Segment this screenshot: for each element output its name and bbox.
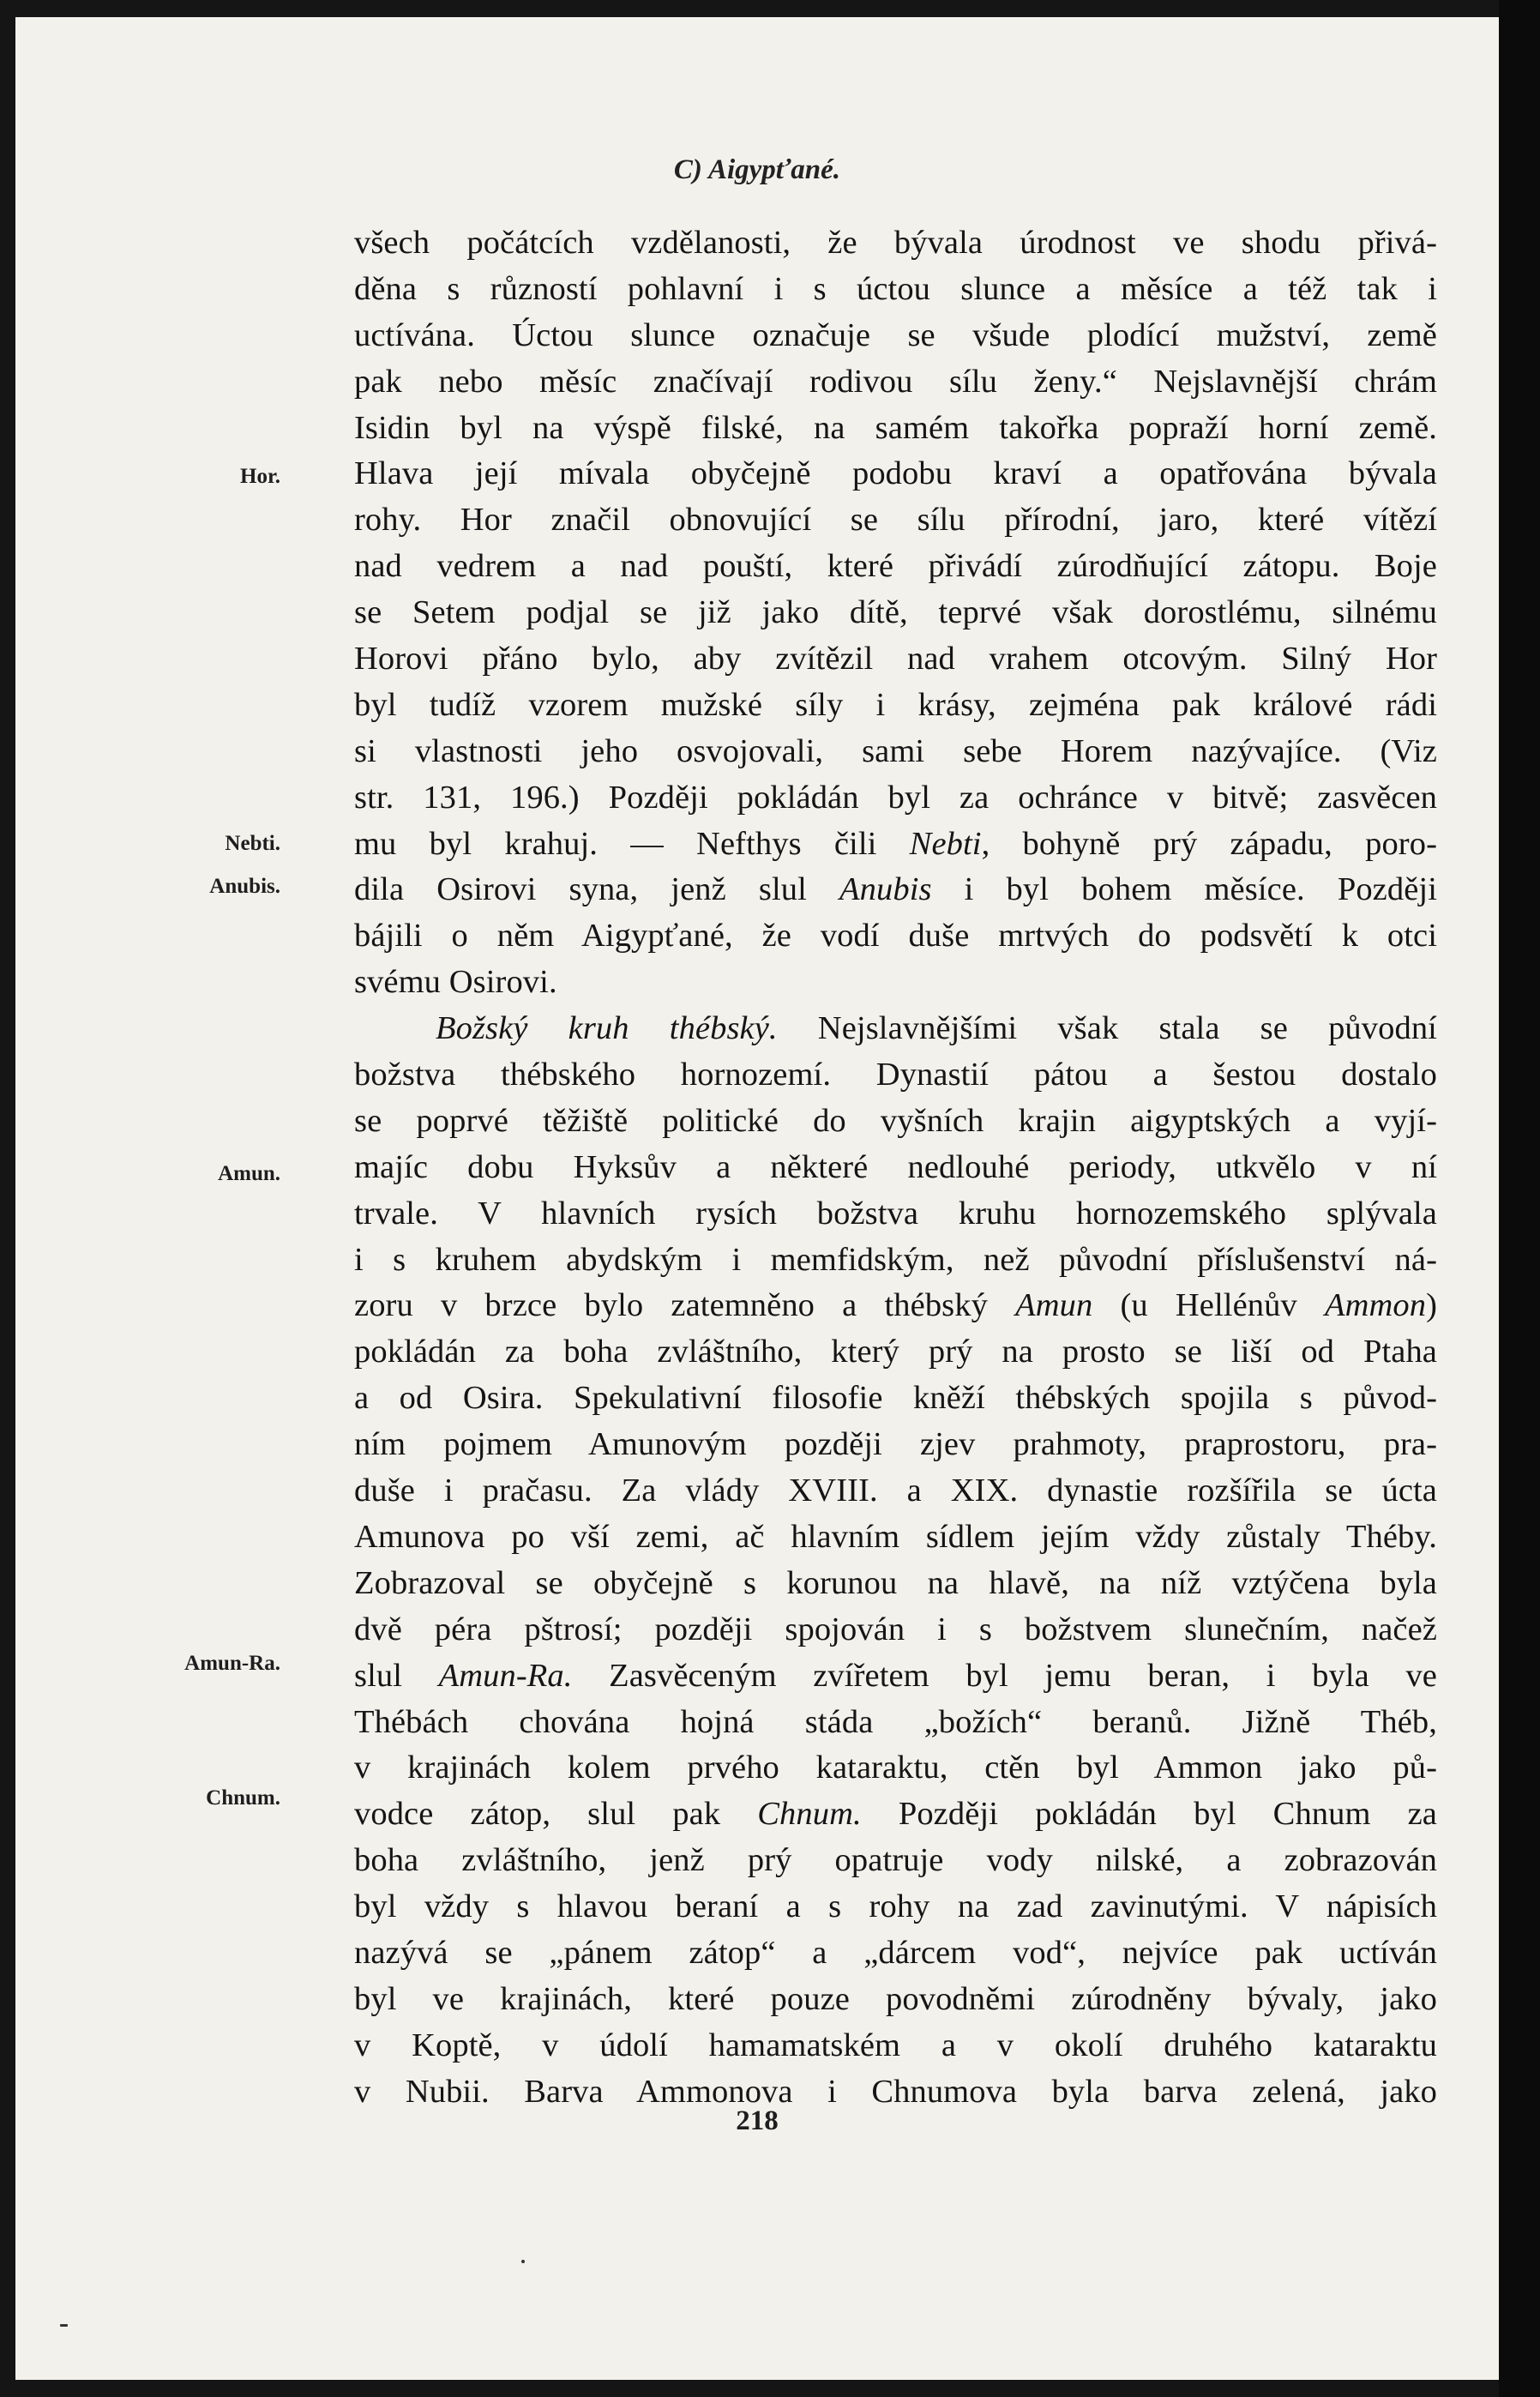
text-line: mu byl krahuj. — Nefthys čili Nebti, bohyně prý západu, poro-	[354, 825, 1437, 862]
text-line: si vlastnosti jeho osvojovali, sami sebe Horem nazývajíce. (Viz	[354, 732, 1437, 769]
scan-speck	[60, 2324, 68, 2327]
text-line: majíc dobu Hyksův a některé nedlouhé periody, utkvělo v ní	[354, 1148, 1437, 1185]
text-line: všech počátcích vzdělanosti, že bývala úrodnost ve shodu přivá-	[354, 225, 1437, 261]
text-line: nazývá se „pánem zátop“ a „dárcem vod“, nejvíce pak uctíván	[354, 1934, 1437, 1971]
text-line: ním pojmem Amunovým později zjev prahmoty, praprostoru, pra-	[354, 1426, 1437, 1463]
text-line: nad vedrem a nad pouští, které přivádí zúrodňující zátopu. Boje	[354, 548, 1437, 585]
margin-note-amun: Amun.	[218, 1162, 280, 1185]
text-line: zoru v brzce bylo zatemněno a thébský Amun (u Hellénův Ammon)	[354, 1287, 1437, 1324]
text-line: boha zvláštního, jenž prý opatruje vody nilské, a zobrazován	[354, 1842, 1437, 1879]
text-line: slul Amun-Ra. Zasvěceným zvířetem byl jemu beran, i byla ve	[354, 1657, 1437, 1694]
scan-speck	[521, 2260, 525, 2263]
text-line: byl vždy s hlavou beraní a s rohy na zad zavinutými. V nápisích	[354, 1888, 1437, 1925]
section-heading-line: Božský kruh thébský. Nejslavnějšími však stala se původní	[436, 1010, 1437, 1047]
italic-term: Nebti	[909, 825, 982, 862]
text-line: pak nebo měsíc značívají rodivou sílu ženy.“ Nejslavnější chrám	[354, 363, 1437, 400]
text-line: str. 131, 196.) Později pokládán byl za ochránce v bitvě; zasvěcen	[354, 779, 1437, 816]
body-text	[354, 220, 1437, 2116]
text-line: božstva thébského hornozemí. Dynastií pátou a šestou dostalo	[354, 1057, 1437, 1093]
text-line: vodce zátop, slul pak Chnum. Později pokládán byl Chnum za	[354, 1796, 1437, 1833]
text-line: dvě péra pštrosí; později spojován i s božstvem slunečním, načež	[354, 1611, 1437, 1647]
text-line: Hlava její mívala obyčejně podobu kraví a opatřována bývala	[354, 455, 1437, 492]
text-line: Horovi přáno bylo, aby zvítězil nad vrahem otcovým. Silný Hor	[354, 641, 1437, 678]
text-line: Thébách chována hojná stáda „božích“ beranů. Jižně Théb,	[354, 1703, 1437, 1740]
text-line: v Nubii. Barva Ammonova i Chnumova byla barva zelená, jako	[354, 2073, 1437, 2110]
text-line: bájili o něm Aigypťané, že vodí duše mrtvých do podsvětí k otci	[354, 918, 1437, 955]
text-line: se poprvé těžiště politické do vyšních krajin aigyptských a vyjí-	[354, 1102, 1437, 1139]
book-page	[15, 17, 1499, 2380]
scan-border	[1499, 0, 1540, 2397]
text-line: byl ve krajinách, které pouze povodněmi zúrodněny bývaly, jako	[354, 1980, 1437, 2017]
text-line: svému Osirovi.	[354, 964, 557, 1001]
text-line: v Koptě, v údolí hamamatském a v okolí druhého kataraktu	[354, 2027, 1437, 2063]
text-line: duše i pračasu. Za vlády XVIII. a XIX. dynastie rozšířila se úcta	[354, 1473, 1437, 1509]
italic-term: Ammon	[1324, 1287, 1427, 1324]
text-line: i s kruhem abydským i memfidským, než původní příslušenství ná-	[354, 1241, 1437, 1278]
margin-note-nebti: Nebti.	[225, 832, 280, 855]
text-line: děna s růzností pohlavní i s úctou slunce a měsíce a též tak i	[354, 270, 1437, 307]
section-heading: Božský kruh thébský.	[436, 1010, 778, 1047]
running-header: C) Aigypťané.	[673, 154, 841, 185]
margin-note-chnum: Chnum.	[206, 1786, 280, 1810]
italic-term: Anubis	[839, 871, 932, 908]
text-line: Zobrazoval se obyčejně s korunou na hlavě, na níž vztýčena byla	[354, 1564, 1437, 1601]
margin-note-hor: Hor.	[240, 465, 280, 488]
text-line: v krajinách kolem prvého kataraktu, ctěn byl Ammon jako pů-	[354, 1750, 1437, 1786]
text-line: trvale. V hlavních rysích božstva kruhu hornozemského splývala	[354, 1195, 1437, 1232]
text-line: rohy. Hor značil obnovující se sílu přírodní, jaro, které vítězí	[354, 502, 1437, 539]
page-number: 218	[736, 2105, 779, 2136]
text-line: uctívána. Úctou slunce označuje se všude plodící mužství, země	[354, 316, 1437, 353]
text-line: a od Osira. Spekulativní filosofie kněží thébských spojila s původ-	[354, 1380, 1437, 1417]
text-line: pokládán za boha zvláštního, který prý na prosto se liší od Ptaha	[354, 1334, 1437, 1370]
text-line: dila Osirovi syna, jenž slul Anubis i byl bohem měsíce. Později	[354, 871, 1437, 908]
margin-note-amun-ra: Amun-Ra.	[184, 1652, 280, 1675]
italic-term: Amun-Ra.	[438, 1657, 573, 1694]
italic-term: Chnum.	[757, 1796, 862, 1833]
text-line: byl tudíž vzorem mužské síly i krásy, zejména pak králové rádi	[354, 686, 1437, 723]
italic-term: Amun	[1015, 1287, 1093, 1324]
text-line: Amunova po vší zemi, ač hlavním sídlem jejím vždy zůstaly Théby.	[354, 1518, 1437, 1555]
text-line: se Setem podjal se již jako dítě, teprvé však dorostlému, silnému	[354, 594, 1437, 631]
margin-note-anubis: Anubis.	[209, 875, 280, 898]
text-line: Isidin byl na výspě filské, na samém takořka popraží horní země.	[354, 409, 1437, 446]
